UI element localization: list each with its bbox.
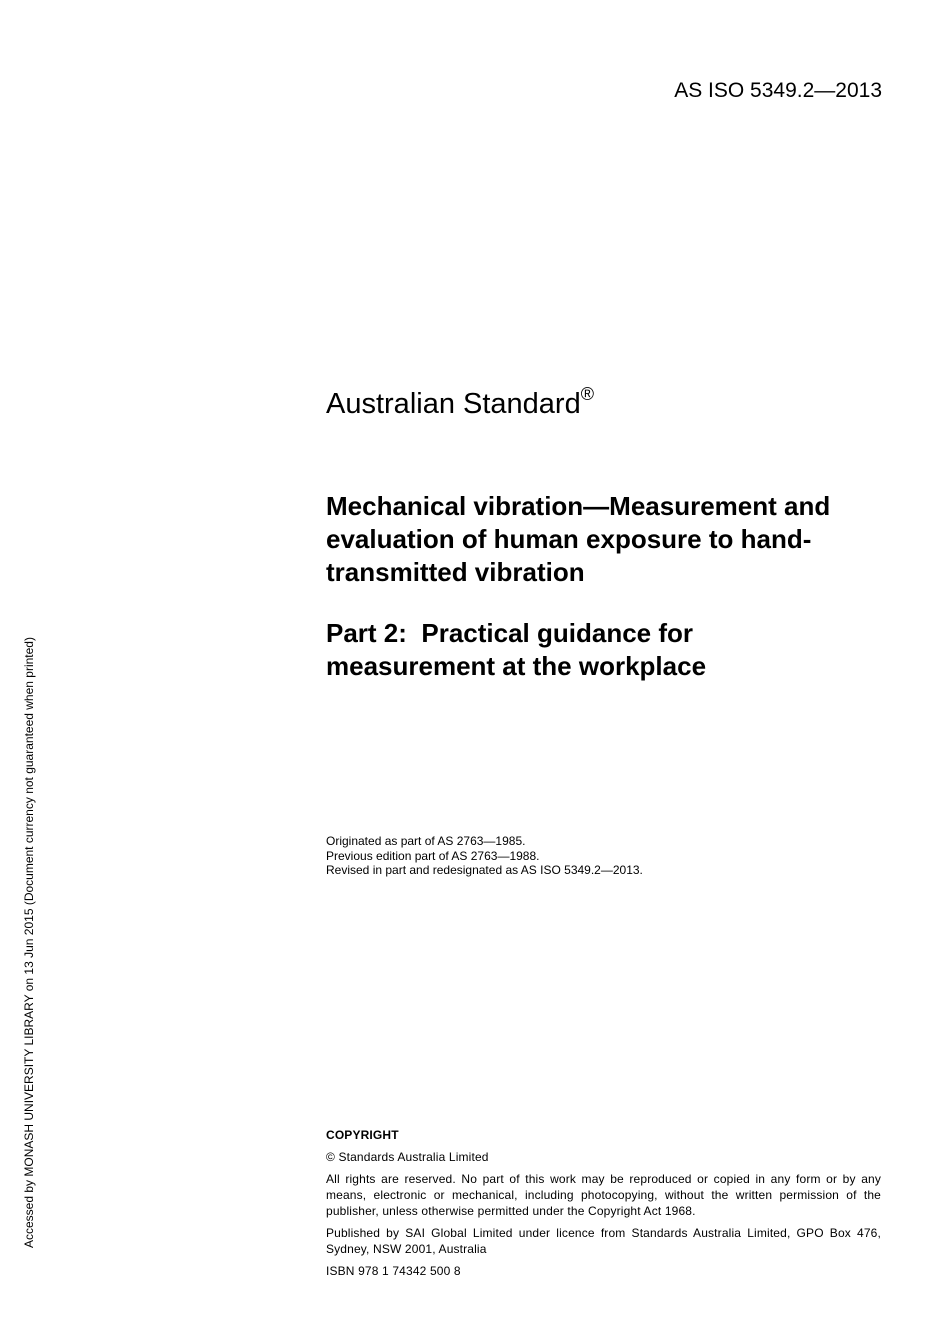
document-number: AS ISO 5349.2—2013 bbox=[674, 79, 882, 102]
edition-history bbox=[326, 834, 643, 878]
standard-heading-text: Australian Standard bbox=[326, 388, 581, 420]
isbn: ISBN 978 1 74342 500 8 bbox=[326, 1264, 461, 1278]
rights-statement: All rights are reserved. No part of this work may be reproduced or copied in any form or by any means, electronic or mechanical, including photocopying, without the written permission of the publisher, unless otherwise permitted under the Copyright Act 1968. bbox=[326, 1172, 881, 1218]
standard-heading bbox=[326, 386, 594, 422]
access-watermark: Accessed by MONASH UNIVERSITY LIBRARY on 13 Jun 2015 (Document currency not guaranteed when printed) bbox=[22, 637, 36, 1248]
history-line: Previous edition part of AS 2763—1988. bbox=[326, 848, 540, 863]
copyright-block bbox=[326, 1127, 881, 1285]
part-title: Part 2: Practical guidance for measurement at the workplace bbox=[326, 618, 707, 681]
history-line: Revised in part and redesignated as AS ISO 5349.2—2013. bbox=[326, 863, 643, 877]
registered-mark: ® bbox=[580, 384, 594, 404]
copyright-holder: © Standards Australia Limited bbox=[326, 1150, 489, 1164]
history-line: Originated as part of AS 2763—1985. bbox=[326, 834, 526, 848]
main-title: Mechanical vibration—Measurement and evaluation of human exposure to hand-transmitted vibration bbox=[326, 491, 831, 587]
publisher-statement: Published by SAI Global Limited under licence from Standards Australia Limited, GPO Box 476, Sydney, NSW 2001, Australia bbox=[326, 1226, 881, 1256]
copyright-label: COPYRIGHT bbox=[326, 1128, 399, 1142]
